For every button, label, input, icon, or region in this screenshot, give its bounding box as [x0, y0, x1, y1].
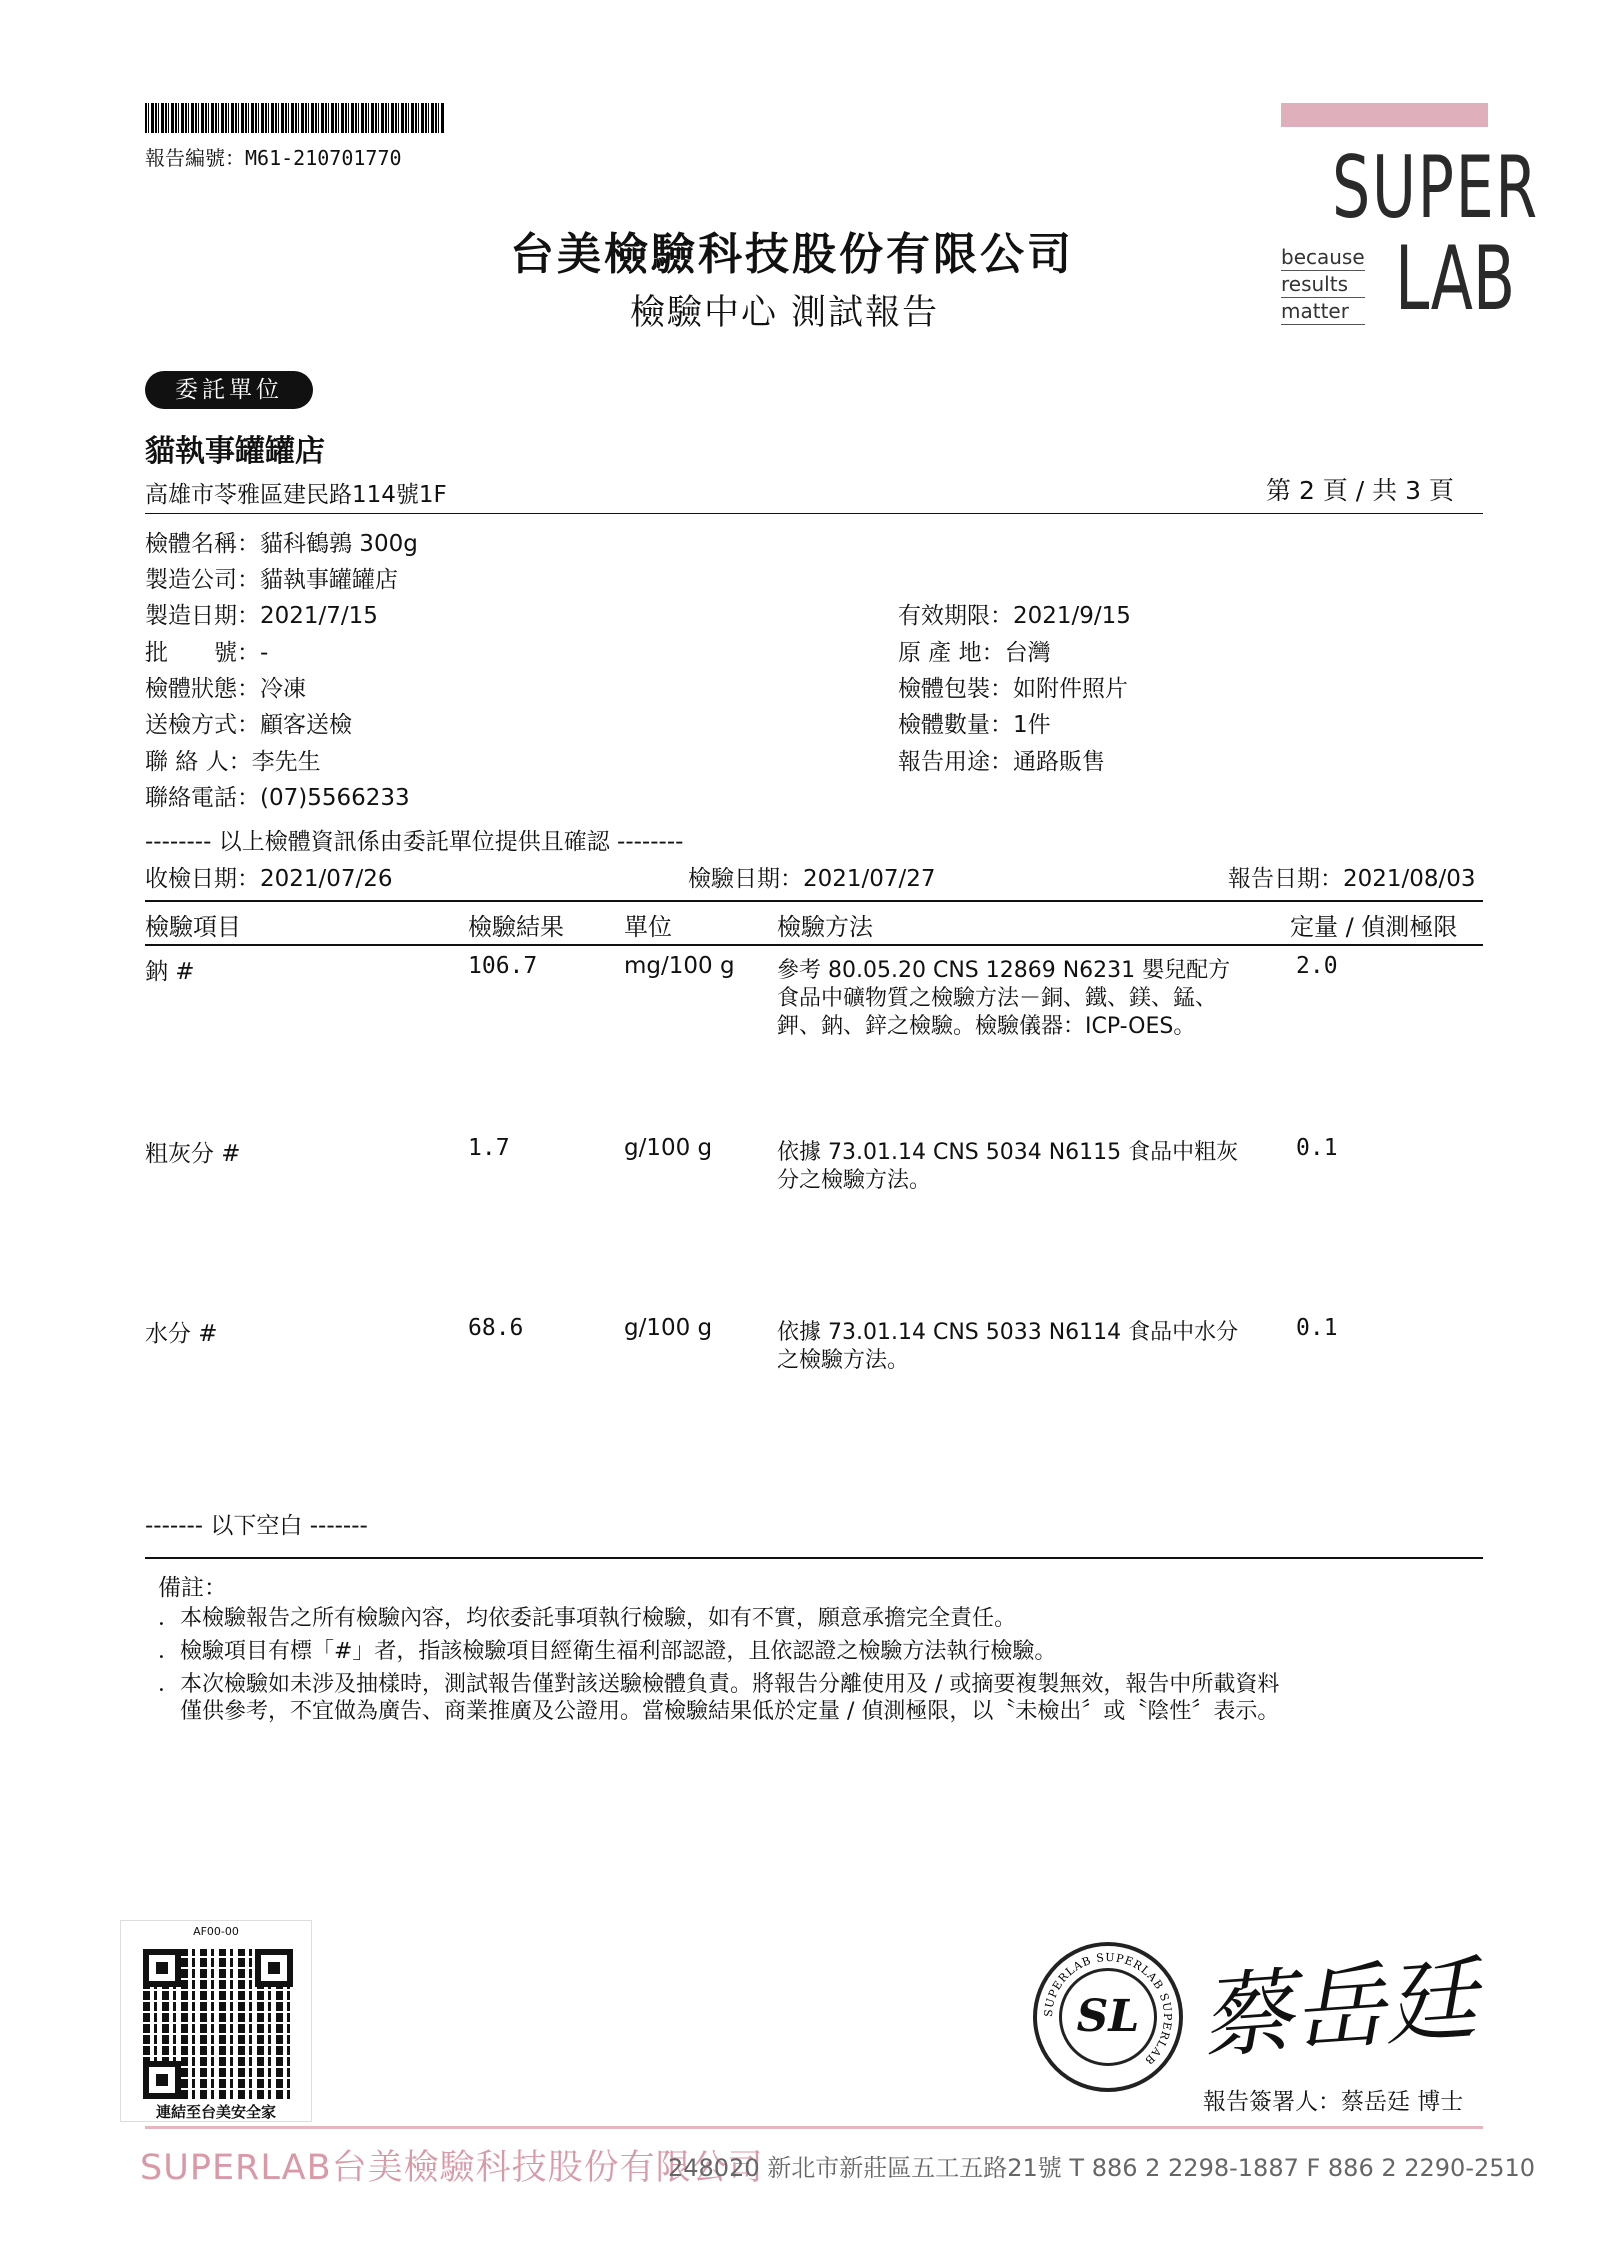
footer-rule: [145, 2126, 1483, 2129]
table-header-rule: [145, 944, 1483, 946]
tagline-line: because: [1281, 245, 1365, 269]
sample-field: 製造日期：2021/7/15: [145, 603, 378, 629]
col-limit: 定量 / 偵測極限: [1290, 913, 1458, 941]
notes-rule: [145, 1557, 1483, 1559]
sample-field: 有效期限：2021/9/15: [898, 603, 1131, 629]
row-item: 水分 #: [145, 1321, 218, 1347]
row-method: 依據 73.01.14 CNS 5033 N6114 食品中水分: [777, 1320, 1239, 1345]
confirm-note: -------- 以上檢體資訊係由委託單位提供且確認 --------: [145, 829, 684, 855]
sample-field: 聯絡電話：(07)5566233: [145, 785, 410, 811]
row-result: 1.7: [468, 1135, 510, 1161]
company-seal: [1033, 1942, 1183, 2092]
tagline-line: matter: [1281, 298, 1365, 325]
row-method: 分之檢驗方法。: [777, 1168, 932, 1193]
table-top-rule: [145, 900, 1483, 902]
client-name: 貓執事罐罐店: [145, 434, 325, 469]
received-date: 收檢日期：2021/07/26: [145, 866, 393, 892]
row-unit: g/100 g: [624, 1315, 713, 1341]
notes-title: 備註：: [158, 1575, 227, 1601]
seal-monogram: SL: [1059, 1968, 1157, 2066]
barcode: [145, 103, 445, 133]
client-badge: 委託單位: [145, 371, 313, 409]
tagline-line: results: [1281, 271, 1365, 298]
logo-super: SUPER: [1332, 138, 1539, 238]
qr-caption: 連結至台美安全家: [155, 2103, 276, 2121]
col-item: 檢驗項目: [145, 913, 241, 941]
qr-code-label: AF00-00: [193, 1925, 239, 1938]
sample-field: 報告用途：通路販售: [898, 749, 1105, 775]
row-item: 粗灰分 #: [145, 1141, 241, 1167]
row-method: 食品中礦物質之檢驗方法－銅、鐵、鎂、錳、: [777, 986, 1218, 1011]
col-result: 檢驗結果: [468, 913, 564, 941]
test-date: 檢驗日期：2021/07/27: [688, 866, 936, 892]
divider: [145, 513, 1483, 514]
qr-finder: [255, 1949, 293, 1987]
note-item: ．本次檢驗如未涉及抽樣時，測試報告僅對該送驗檢體負責。將報告分離使用及 / 或摘要複製無效，報告中所載資料: [158, 1672, 1280, 1697]
sample-field: 聯 絡 人：李先生: [145, 749, 321, 775]
qr-finder: [143, 1949, 181, 1987]
report-subtitle: 檢驗中心 測試報告: [630, 293, 940, 333]
sample-field: 檢體狀態：冷凍: [145, 676, 306, 702]
row-result: 68.6: [468, 1315, 524, 1341]
sample-field: 批 號：-: [145, 640, 269, 666]
row-method: 鉀、鈉、鋅之檢驗。檢驗儀器：ICP-OES。: [777, 1014, 1196, 1039]
footer-brand: SUPERLAB台美檢驗科技股份有限公司: [140, 2148, 764, 2188]
col-unit: 單位: [624, 913, 672, 941]
row-unit: g/100 g: [624, 1135, 713, 1161]
sample-field: 製造公司：貓執事罐罐店: [145, 567, 398, 593]
blank-note: ------- 以下空白 -------: [145, 1513, 368, 1539]
row-limit: 0.1: [1296, 1135, 1338, 1161]
row-method: 之檢驗方法。: [777, 1348, 910, 1373]
note-item: 僅供參考，不宜做為廣告、商業推廣及公證用。當檢驗結果低於定量 / 偵測極限，以〝未檢出〞或〝陰性〞表示。: [158, 1699, 1280, 1724]
logo-lab: LAB: [1395, 227, 1516, 330]
qr-finder: [143, 2061, 181, 2099]
logo-tagline: [1281, 244, 1365, 325]
row-method: 參考 80.05.20 CNS 12869 N6231 嬰兒配方: [777, 958, 1231, 983]
sample-field: 檢體包裝：如附件照片: [898, 676, 1128, 702]
col-method: 檢驗方法: [777, 913, 873, 941]
note-item: ．檢驗項目有標「#」者，指該檢驗項目經衛生福利部認證，且依認證之檢驗方法執行檢驗。: [158, 1639, 1057, 1664]
signer-name: 報告簽署人：蔡岳廷 博士: [1203, 2089, 1464, 2115]
row-unit: mg/100 g: [624, 953, 735, 979]
row-limit: 0.1: [1296, 1315, 1338, 1341]
page-indicator: 第 2 頁 / 共 3 頁: [1266, 476, 1454, 505]
row-method: 依據 73.01.14 CNS 5034 N6115 食品中粗灰: [777, 1140, 1239, 1165]
sample-field: 送檢方式：顧客送檢: [145, 712, 352, 738]
qr-code[interactable]: [120, 1920, 312, 2122]
handwritten-signature: 蔡岳廷: [1197, 1945, 1480, 2072]
row-limit: 2.0: [1296, 953, 1338, 979]
seal-ring-text: SUPERLAB SUPERLAB SUPERLAB: [1041, 1950, 1175, 2068]
report-date: 報告日期：2021/08/03: [1228, 866, 1476, 892]
row-result: 106.7: [468, 953, 538, 979]
sample-field: 檢體數量：1件: [898, 712, 1051, 738]
row-item: 鈉 #: [145, 959, 195, 985]
report-number: 報告編號：M61-210701770: [145, 146, 402, 170]
sample-field: 原 產 地：台灣: [898, 640, 1051, 666]
logo-accent-bar: [1281, 103, 1488, 127]
footer-address: 248020 新北市新莊區五工五路21號 T 886 2 2298-1887 F 886 2 2290-2510: [668, 2154, 1536, 2182]
sample-field: 檢體名稱：貓科鶴鶉 300g: [145, 531, 418, 557]
note-item: ．本檢驗報告之所有檢驗內容，均依委託事項執行檢驗，如有不實，願意承擔完全責任。: [158, 1606, 1017, 1631]
company-title: 台美檢驗科技股份有限公司: [510, 229, 1074, 280]
client-address: 高雄市苓雅區建民路114號1F: [145, 482, 447, 508]
